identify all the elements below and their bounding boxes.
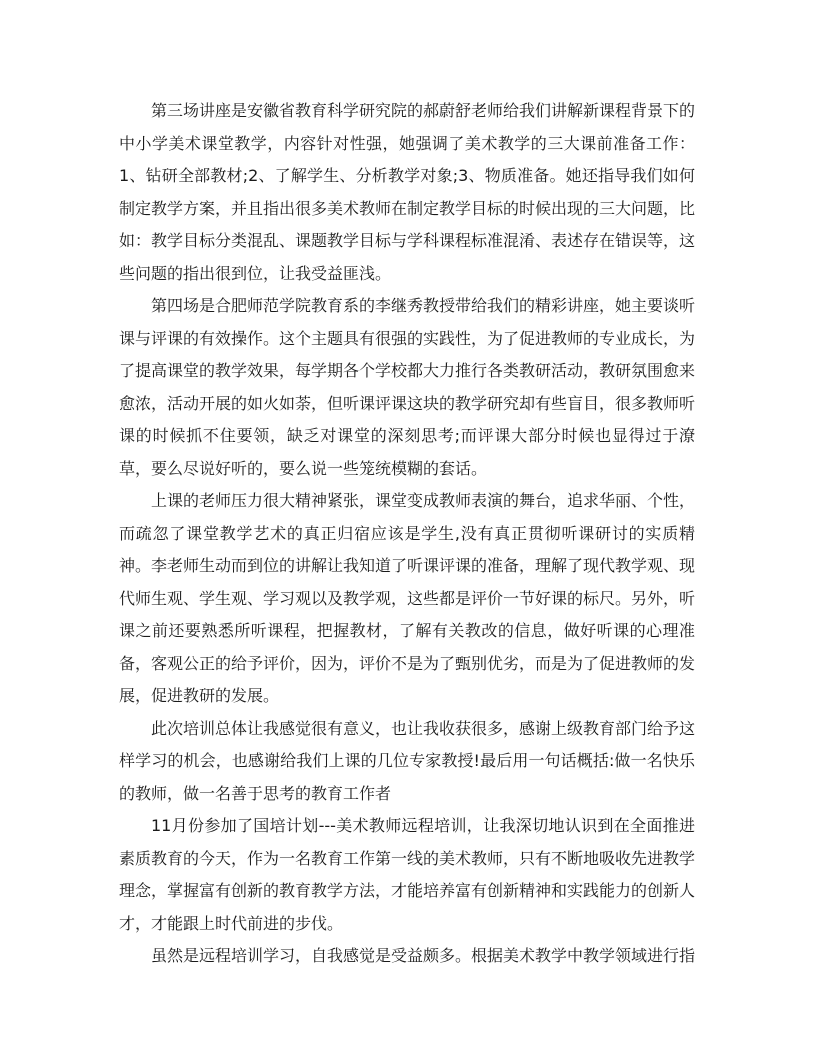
paragraph-lecture-four: 第四场是合肥师范学院教育系的李继秀教授带给我们的精彩讲座，她主要谈听课与评课的有效操作。这个主题具有很强的实践性，为了促进教师的专业成长，为了提高课堂的教学效果，每学期各个学校都大力推行各类教研活动，教研氛围愈来愈浓，活动开展的如火如荼，但听课评课这块的教学研究却有些盲目，很多教师听课的时候抓不住要领，缺乏对课堂的深刻思考;而评课大部分时候也显得过于潦草，要么尽说好听的，要么说一些笼统模糊的套话。 (119, 296, 696, 478)
paragraph-lecture-three: 第三场讲座是安徽省教育科学研究院的郝蔚舒老师给我们讲解新课程背景下的中小学美术课堂教学，内容针对性强，她强调了美术教学的三大课前准备工作：1、钻研全部教材;2、了解学生、分析教学对象;3、物质准备。她还指导我们如何制定教学方案，并且指出很多美术教师在制定教学目标的时候出现的三大问题，比如：教学目标分类混乱、课题教学目标与学科课程标准混淆、表述存在错误等，这些问题的指出很到位，让我受益匪浅。 (119, 101, 696, 283)
paragraph-benefits: 虽然是远程培训学习，自我感觉是受益颇多。根据美术教学中教学领域进行指 (151, 946, 696, 965)
paragraph-training-summary: 此次培训总体让我感觉很有意义，也让我收获很多，感谢上级教育部门给予这样学习的机会，也感谢给我们上课的几位专家教授!最后用一句话概括:做一名快乐的教师，做一名善于思考的教育工作者 (119, 718, 696, 803)
paragraph-teacher-pressure: 上课的老师压力很大精神紧张，课堂变成教师表演的舞台，追求华丽、个性，而疏忽了课堂教学艺术的真正归宿应该是学生,没有真正贯彻听课研讨的实质精神。李老师生动而到位的讲解让我知道了听课评课的准备，理解了现代教学观、现代师生观、学生观、学习观以及教学观，这些都是评价一节好课的标尺。另外，听课之前还要熟悉所听课程，把握教材，了解有关教改的信息，做好听课的心理准备，客观公正的给予评价，因为，评价不是为了甄别优劣，而是为了促进教师的发展，促进教研的发展。 (119, 491, 696, 705)
document-page (119, 95, 695, 973)
paragraph-remote-training: 11月份参加了国培计划---美术教师远程培训，让我深切地认识到在全面推进素质教育的今天，作为一名教育工作第一线的美术教师，只有不断地吸收先进教学理念，掌握富有创新的教育教学方法，才能培养富有创新精神和实践能力的创新人才，才能跟上时代前进的步伐。 (119, 816, 696, 933)
